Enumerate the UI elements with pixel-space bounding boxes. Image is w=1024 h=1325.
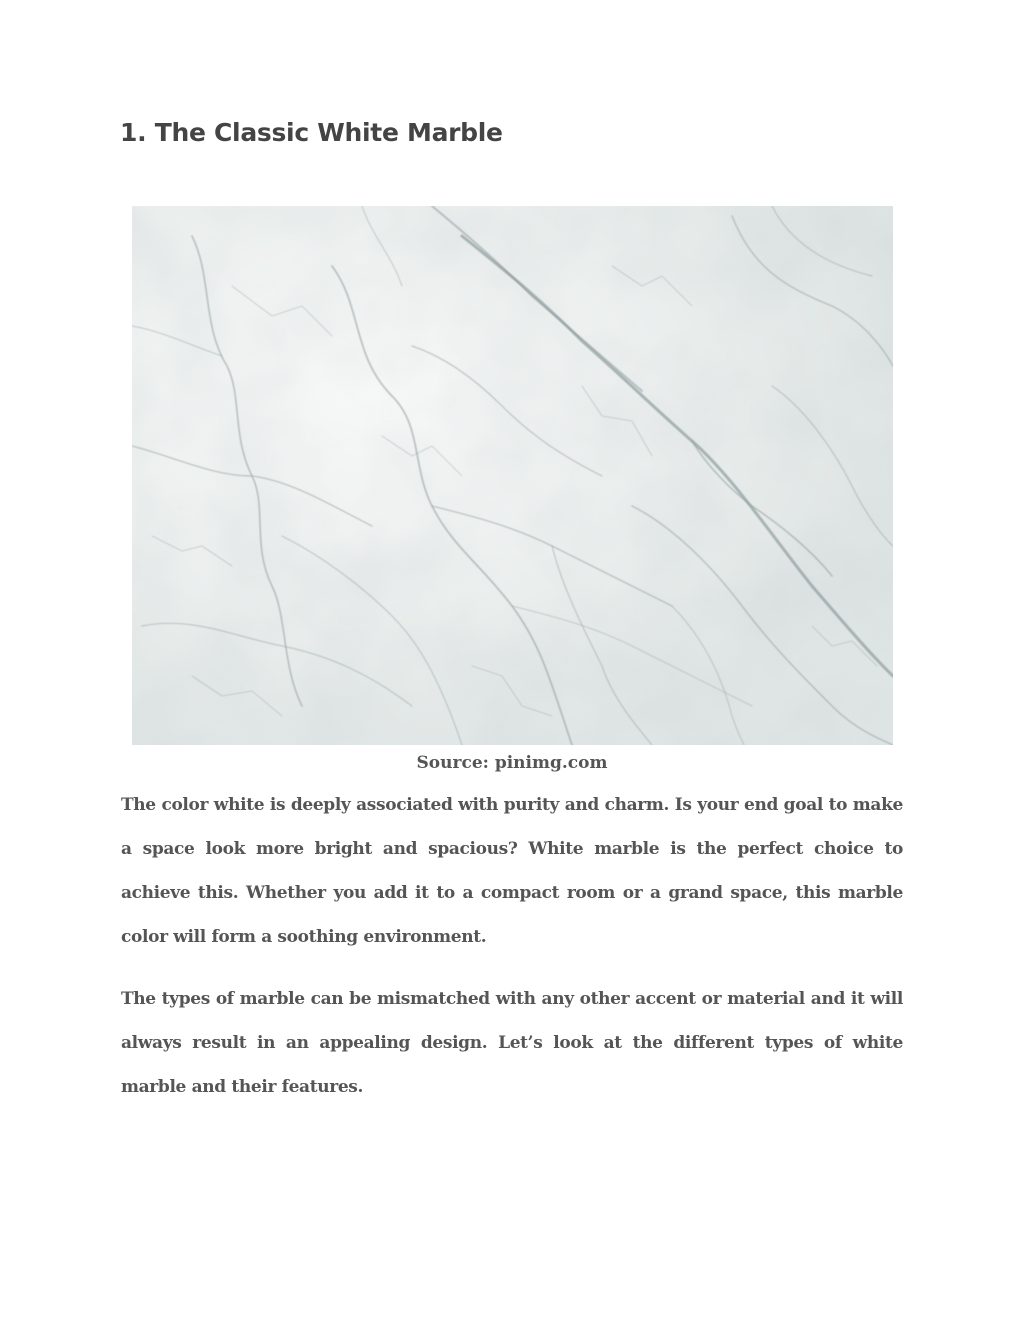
- marble-image: [132, 206, 893, 745]
- image-source-caption: Source: pinimg.com: [416, 753, 608, 773]
- paragraph-white-marble-intro: The color white is deeply associated with purity and charm. Is your end goal to make a space look more bright and spacious? White marble is the perfect choice to achieve this. Whether you add it to a compact room or a grand space, this marble color will form a soothing environment.: [121, 795, 903, 947]
- section-heading: 1. The Classic White Marble: [120, 118, 503, 147]
- paragraph-white-marble-types: The types of marble can be mismatched with any other accent or material and it will always result in an appealing design. Let’s look at the different types of white marble and their features.: [121, 989, 903, 1097]
- marble-texture-graphic: [132, 206, 893, 745]
